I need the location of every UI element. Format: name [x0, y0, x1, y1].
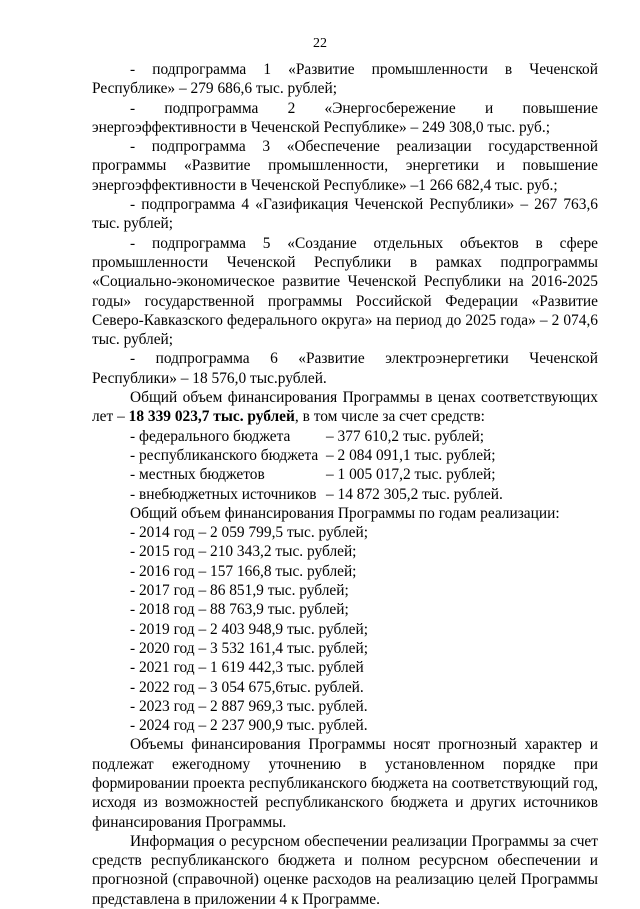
year-item: - 2018 год – 88 763,9 тыс. рублей;: [130, 601, 349, 619]
subprogram-item: - подпрограмма 2 «Энергосбережение и повышение энергоэффективности в Чеченской Республике» – 249 308,0 тыс. руб.;: [92, 99, 598, 136]
by-year-heading: Общий объем финансирования Программы по годам реализации:: [130, 504, 560, 522]
source-row: [92, 446, 598, 465]
total-suffix: , в том числе за счет средств:: [294, 408, 485, 426]
total-amount: 18 339 023,7 тыс. рублей: [128, 408, 295, 426]
year-item: - 2022 год – 3 054 675,6тыс. рублей.: [130, 678, 364, 696]
year-item: - 2024 год – 2 237 900,9 тыс. рублей.: [130, 717, 368, 735]
source-label: - местных бюджетов: [130, 466, 265, 484]
year-item: - 2015 год – 210 343,2 тыс. рублей;: [130, 543, 357, 561]
year-item: - 2016 год – 157 166,8 тыс. рублей;: [130, 562, 357, 580]
subprogram-item: - подпрограмма 3 «Обеспечение реализации государственной программы «Развитие промышленности, энергетики и повышение энергоэффективности в Чеченской Республике» –1 266 682,4 тыс. руб.;: [92, 138, 598, 194]
subprogram-item: - подпрограмма 1 «Развитие промышленности в Чеченской Республике» – 279 686,6 тыс. рублей;: [92, 61, 598, 98]
document-body: [92, 60, 598, 909]
source-label: - республиканского бюджета: [130, 446, 319, 464]
year-item: - 2021 год – 1 619 442,3 тыс. рублей: [130, 659, 364, 677]
source-value: – 2 084 091,1 тыс. рублей;: [326, 446, 496, 464]
source-row: [92, 485, 598, 504]
info-paragraph: Информация о ресурсном обеспечении реализации Программы за счет средств республиканского бюджета и полном ресурсном обеспечении и прогнозной (справочной) оценке расходов на реализацию целей Программы представлена в приложении 4 к Программе.: [92, 832, 598, 908]
source-row: [92, 427, 598, 446]
source-value: – 14 872 305,2 тыс. рублей.: [326, 485, 503, 503]
source-row: [92, 465, 598, 484]
source-label: - внебюджетных источников: [130, 485, 317, 503]
subprogram-item: - подпрограмма 5 «Создание отдельных объектов в сфере промышленности Чеченской Республики в рамках подпрограммы «Социально-экономическое развитие Чеченской Республики на 2016-2025 годы» государственной программы Российской Федерации «Развитие Северо-Кавказского федерального округа» на период до 2025 года» – 2 074,6 тыс. рублей;: [92, 234, 598, 349]
year-item: - 2017 год – 86 851,9 тыс. рублей;: [130, 582, 349, 600]
source-value: – 1 005 017,2 тыс. рублей;: [326, 466, 496, 484]
year-item: - 2014 год – 2 059 799,5 тыс. рублей;: [130, 524, 369, 542]
total-intro: Общий объем финансирования Программы в ценах соответствующих лет –: [92, 389, 598, 426]
year-item: - 2019 год – 2 403 948,9 тыс. рублей;: [130, 620, 369, 638]
source-label: - федерального бюджета: [130, 427, 291, 445]
total-financing-paragraph: [92, 388, 598, 427]
source-value: – 377 610,2 тыс. рублей;: [326, 427, 485, 445]
year-item: - 2023 год – 2 887 969,3 тыс. рублей.: [130, 697, 368, 715]
forecast-paragraph: Объемы финансирования Программы носят прогнозный характер и подлежат ежегодному уточнению в установленном порядке при формировании проекта республиканского бюджета на соответствующий год, исходя из возможностей республиканского бюджета и других источников финансирования Программы.: [92, 736, 598, 831]
year-item: - 2020 год – 3 532 161,4 тыс. рублей;: [130, 639, 369, 657]
subprogram-item: - подпрограмма 4 «Газификация Чеченской Республики» – 267 763,6 тыс. рублей;: [92, 196, 598, 233]
page-number: 22: [313, 36, 327, 51]
subprogram-item: - подпрограмма 6 «Развитие электроэнергетики Чеченской Республики» – 18 576,0 тыс.рублей.: [92, 350, 598, 387]
